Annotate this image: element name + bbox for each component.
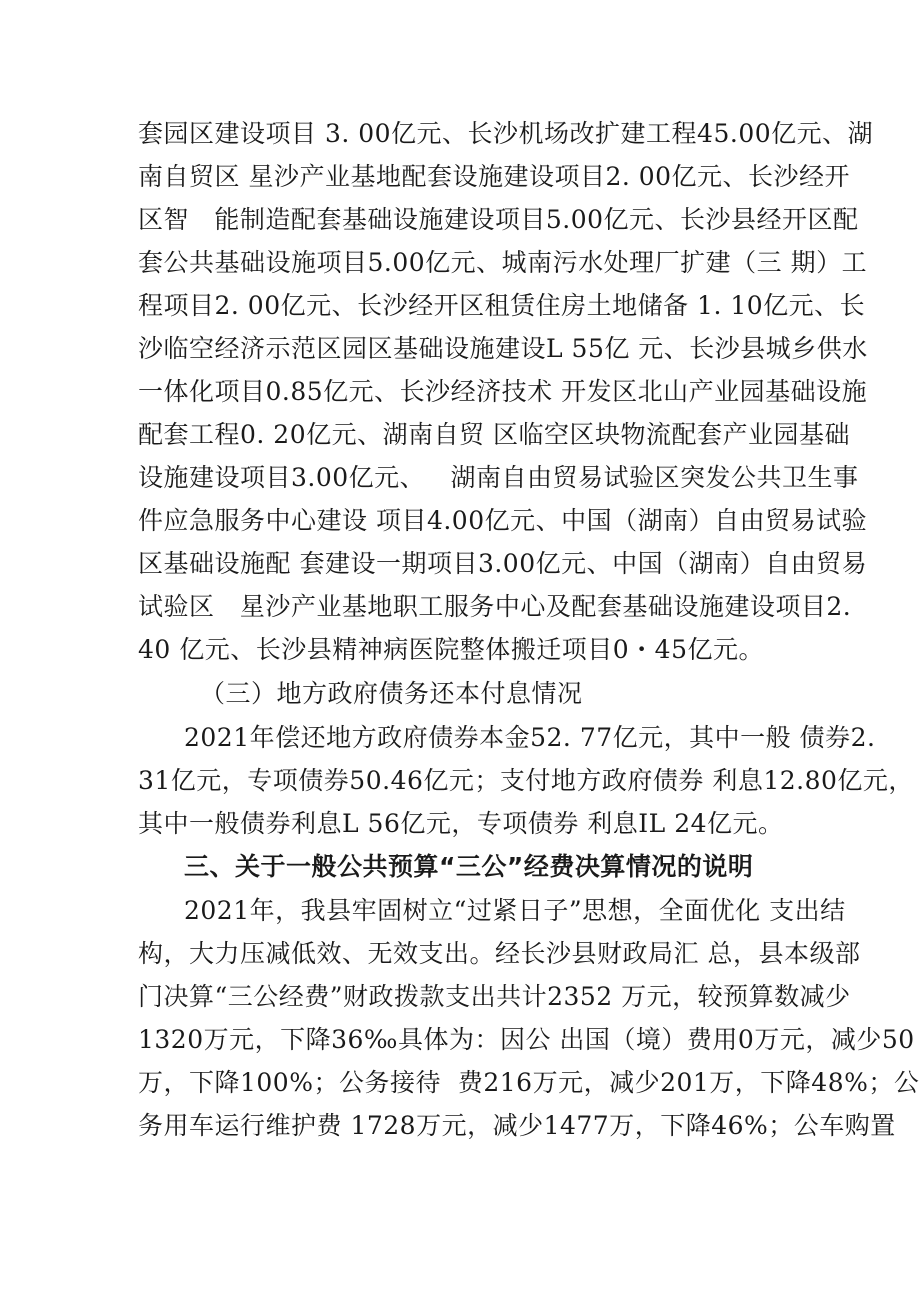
body-text-line: 一体化项目0.85亿元、长沙经济技术 开发区北山产业园基础设施 (138, 377, 868, 406)
body-text-line: 2021年，我县牢固树立“过紧日子”思想，全面优化 支出结 (184, 896, 846, 925)
section-subheading: （三）地方政府债务还本付息情况 (200, 679, 583, 708)
body-text-line: 试验区 星沙产业基地职工服务中心及配套基础设施建设项目2. (138, 592, 852, 621)
body-text-line: 31亿元，专项债券50.46亿元；支付地方政府债券 利息12.80亿元， (138, 766, 914, 795)
body-text-line: 1320万元，下降36‰具体为：因公 出国（境）费用0万元，减少50 (138, 1025, 915, 1054)
body-text-line: 程项目2. 00亿元、长沙经开区租赁住房土地储备 1. 10亿元、长 (138, 291, 866, 320)
body-text-line: 门决算“三公经费”财政拨款支出共计2352 万元，较预算数减少 (138, 982, 851, 1011)
body-text-line: 南自贸区 星沙产业基地配套设施建设项目2. 00亿元、长沙经开 (138, 162, 851, 191)
body-text-line: 配套工程0. 20亿元、湖南自贸 区临空区块物流配套产业园基础 (138, 420, 851, 449)
body-text-line: 2021年偿还地方政府债券本金52. 77亿元，其中一般 债券2. (184, 723, 876, 752)
body-text-line: 套园区建设项目 3. 00亿元、长沙机场改扩建工程45.00亿元、湖 (138, 119, 874, 148)
body-text-line: 务用车运行维护费 1728万元，减少1477万，下降46%；公车购置 (138, 1111, 896, 1140)
body-text-line: 沙临空经济示范区园区基础设施建设L 55亿 元、长沙县城乡供水 (138, 334, 868, 363)
section-heading: 三、关于一般公共预算“三公”经费决算情况的说明 (184, 852, 754, 881)
body-text-line: 套公共基础设施项目5.00亿元、城南污水处理厂扩建（三 期）工 (138, 248, 868, 277)
body-text-line: 其中一般债券利息L 56亿元，专项债券 利息IL 24亿元。 (138, 809, 784, 838)
body-text-line: 区智 能制造配套基础设施建设项目5.00亿元、长沙县经开区配 (138, 205, 859, 234)
body-text-line: 设施建设项目3.00亿元、 湖南自由贸易试验区突发公共卫生事 (138, 463, 859, 492)
body-text-line: 万，下降100%；公务接待 费216万元，减少201万，下降48%；公 (138, 1068, 920, 1097)
body-text-line: 区基础设施配 套建设一期项目3.00亿元、中国（湖南）自由贸易 (138, 549, 868, 578)
body-text-line: 件应急服务中心建设 项目4.00亿元、中国（湖南）自由贸易试验 (138, 506, 868, 535)
body-text-line: 40 亿元、长沙县精神病医院整体搬迁项目0・45亿元。 (138, 635, 764, 664)
body-text-line: 构，大力压减低效、无效支出。经长沙县财政局汇 总，县本级部 (138, 939, 861, 968)
